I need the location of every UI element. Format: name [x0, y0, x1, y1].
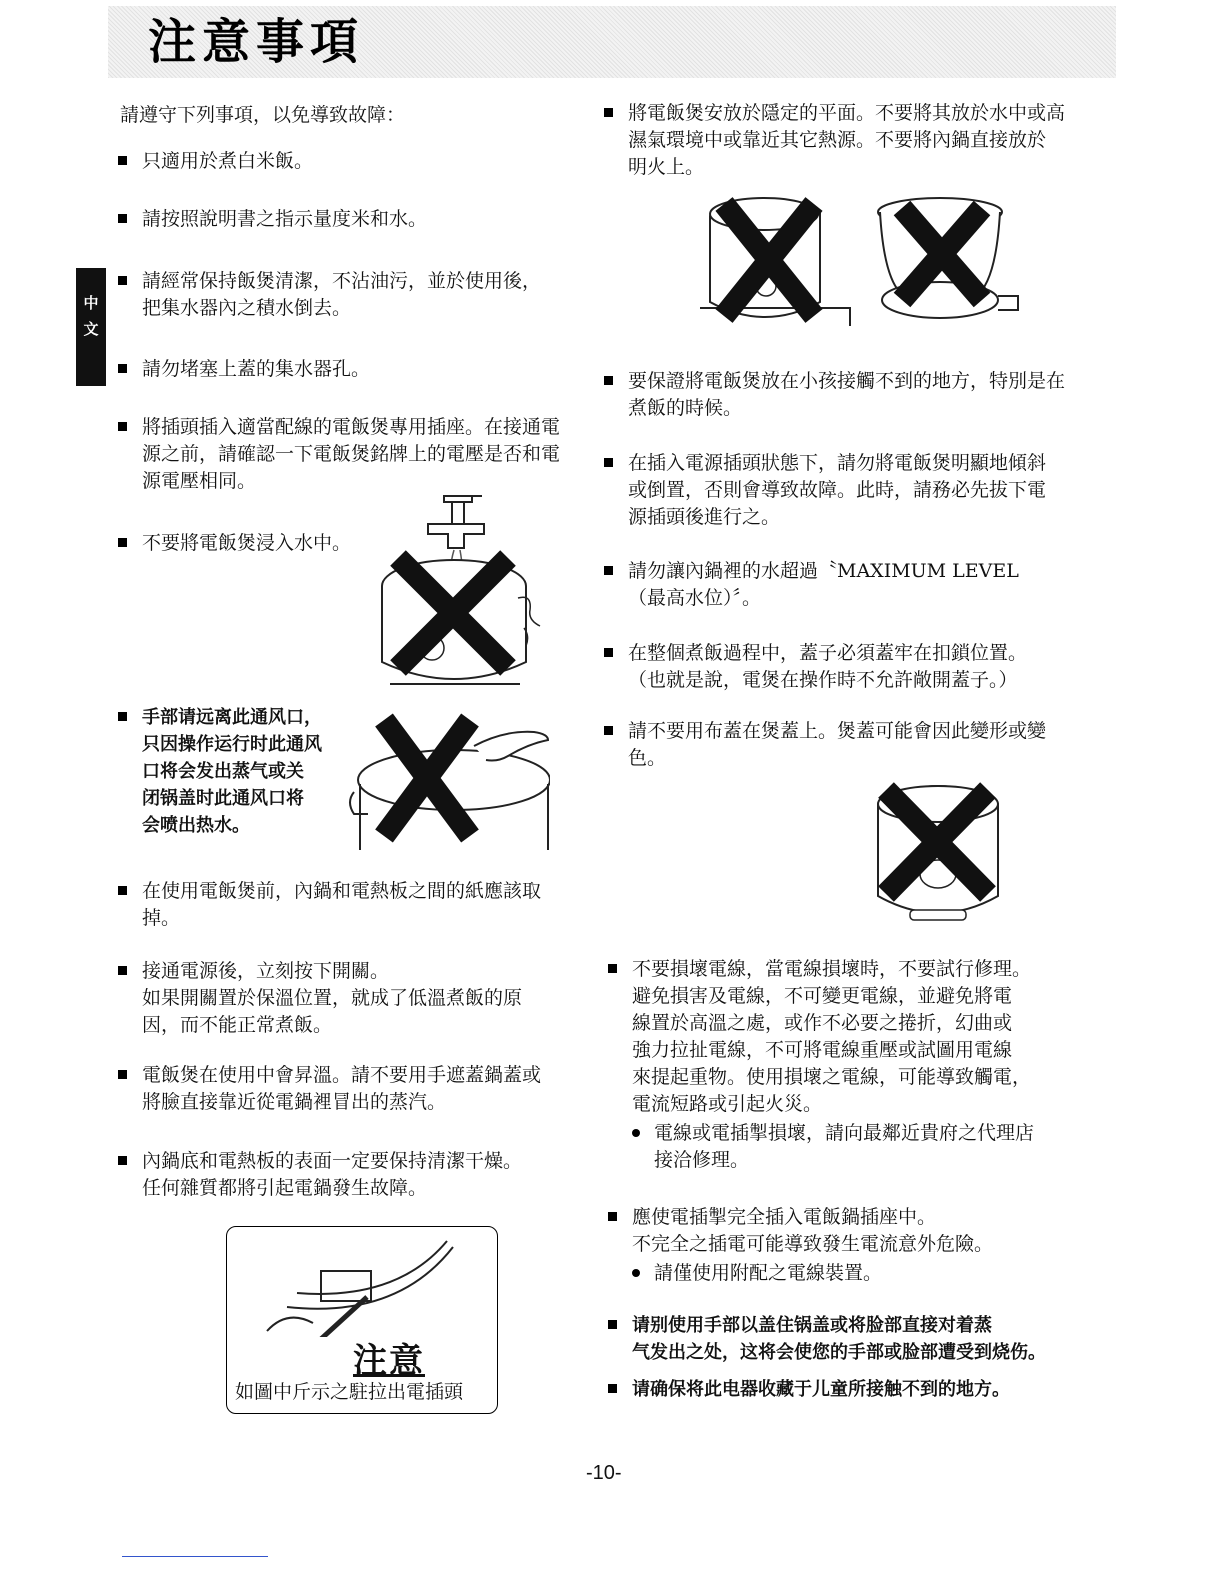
bullet-square-icon — [118, 276, 127, 285]
bullet-square-icon — [604, 376, 613, 385]
hand-near-vent-figure — [344, 710, 550, 850]
bullet-square-icon — [118, 214, 127, 223]
bullet-dot-icon — [632, 1269, 640, 1277]
bullet-square-icon — [118, 1156, 127, 1165]
bullet-square-icon — [604, 648, 613, 657]
bullet-square-icon — [118, 156, 127, 165]
caution-title: 注意 — [353, 1341, 425, 1381]
cooker-under-water-figure — [368, 488, 548, 700]
language-side-tab — [76, 268, 106, 386]
bullet-square-icon — [118, 712, 127, 721]
bullet-square-icon — [118, 886, 127, 895]
header-banner — [108, 6, 1116, 78]
bullet-square-icon — [608, 964, 617, 973]
side-tab-label: 中文 — [83, 294, 99, 338]
intro-text: 請遵守下列事項，以免導致故障： — [120, 104, 406, 126]
bullet-square-icon — [118, 538, 127, 547]
page-number: -10- — [586, 1462, 622, 1484]
bullet-square-icon — [604, 458, 613, 467]
bullet-square-icon — [118, 1070, 127, 1079]
bullet-square-icon — [608, 1212, 617, 1221]
bullet-square-icon — [608, 1320, 617, 1329]
unplug-caution-box — [226, 1226, 498, 1414]
bullet-square-icon — [608, 1384, 617, 1393]
unplug-cord-figure — [227, 1227, 495, 1337]
caution-caption: 如圖中斤示之駐拉出電插頭 — [235, 1381, 464, 1403]
bullet-square-icon — [604, 566, 613, 575]
bullet-square-icon — [604, 726, 613, 735]
bullet-square-icon — [604, 108, 613, 117]
bullet-square-icon — [118, 364, 127, 373]
bullet-dot-icon — [632, 1129, 640, 1137]
unstable-surface-figure — [700, 188, 1030, 334]
cloth-over-lid-figure — [870, 774, 1006, 926]
footer-rule — [122, 1556, 268, 1557]
page-title: 注意事項 — [148, 14, 365, 70]
bullet-square-icon — [118, 966, 127, 975]
bullet-square-icon — [118, 422, 127, 431]
